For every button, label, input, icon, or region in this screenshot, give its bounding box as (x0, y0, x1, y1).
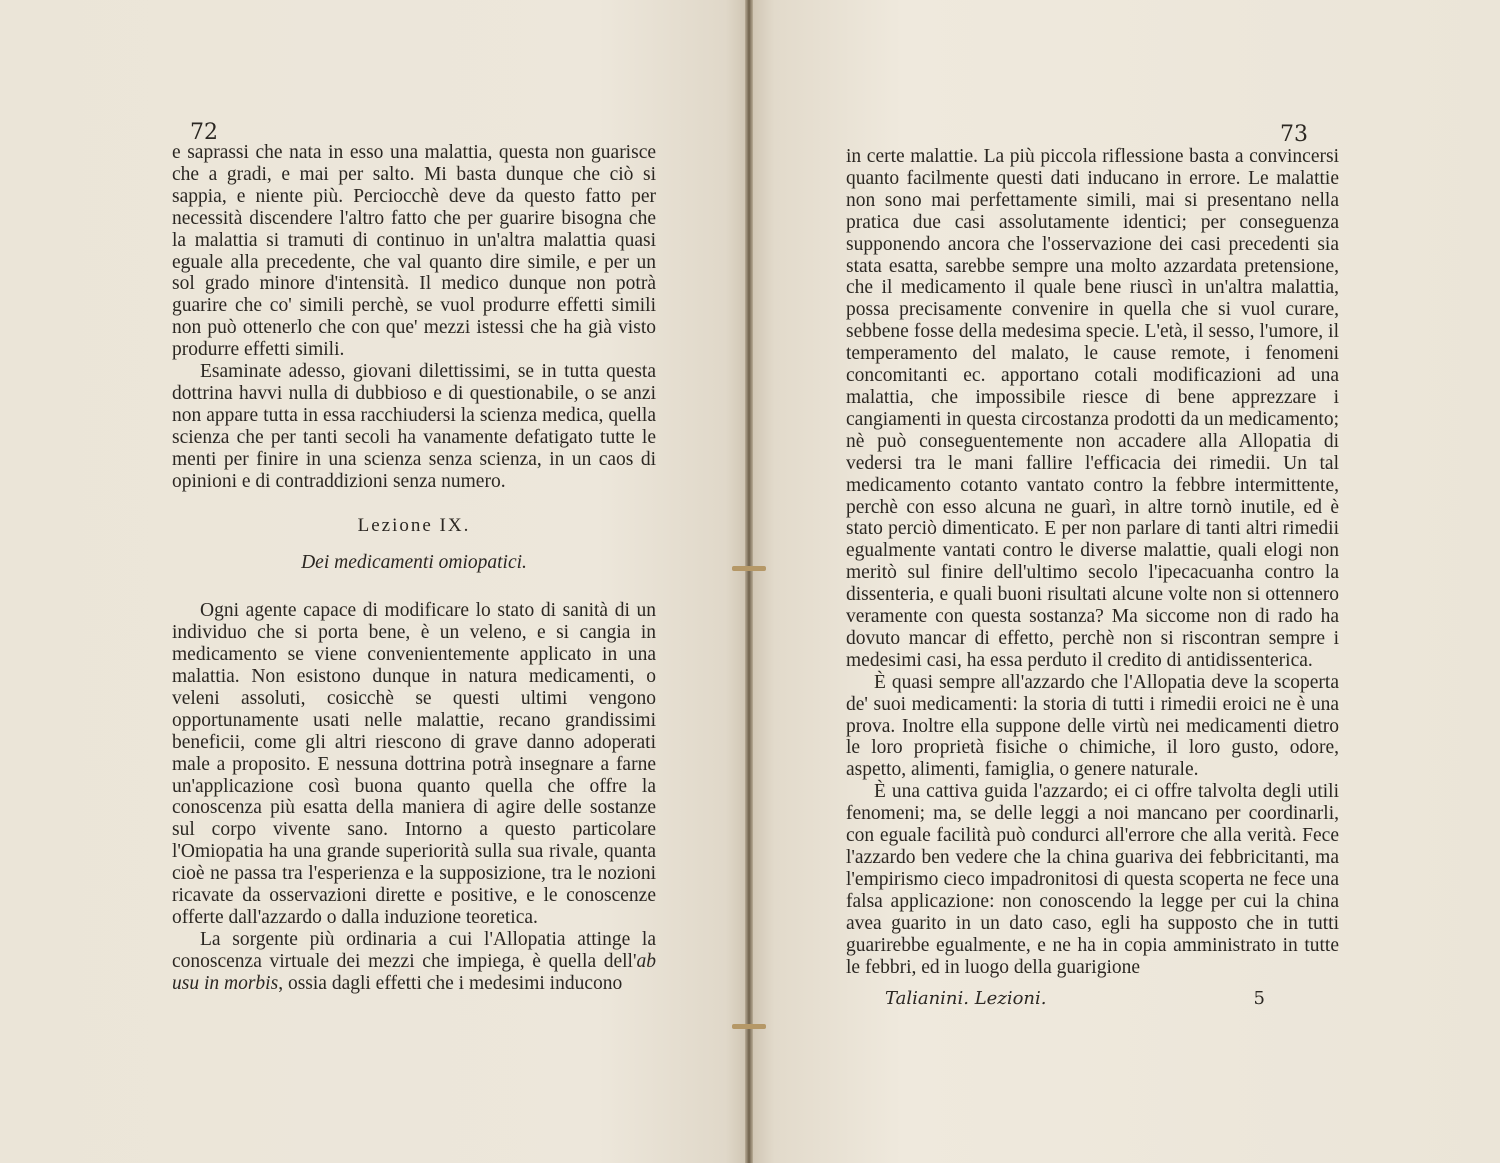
paragraph: È una cattiva guida l'azzardo; ei ci offre talvolta degli utili fenomeni; ma, se delle leggi a noi mancano per coordinarli, con eguale facilità può condurci all'errore che alla verità. Fece l'azzardo ben vedere che la china guariva dei febbricitanti, ma l'empirismo cieco impadronitosi di questa scoperta ne fece una falsa applicazione: non conoscendo la legge per cui la china avea guarito in un dato caso, egli ha supposto che in tutti guarirebbe egualmente, e ne ha in copia amministrato in tutte le febbri, ed in luogo della guarigione (846, 781, 1339, 978)
book-gutter (745, 0, 753, 1163)
page-footer (885, 988, 1265, 1009)
left-page (0, 0, 748, 1163)
signature-mark: 5 (1253, 988, 1265, 1009)
page-number: 72 (190, 120, 218, 145)
paragraph: È quasi sempre all'azzardo che l'Allopatia deve la scoperta de' suoi medicamenti: la storia di tutti i rimedii eroici ne è una prova. Inoltre ella suppone delle virtù nei medicamenti dietro le loro proprietà fisiche o chimiche, il loro gusto, odore, aspetto, alimenti, famiglia, o genere naturale. (846, 671, 1339, 781)
right-text-column (846, 146, 1339, 978)
page-number: 73 (1280, 122, 1308, 147)
right-page (752, 0, 1500, 1163)
paragraph (172, 929, 656, 995)
italic-phrase: ab usu in morbis (172, 950, 656, 994)
left-text-column (172, 142, 656, 995)
paragraph: e saprassi che nata in esso una malattia, questa non guarisce che a gradi, e mai per salto. Mi basta dunque che ciò si sappia, e niente più. Perciocchè deve da questo fatto per necessità discendere l'altro fatto che per guarire bisogna che la malattia si tramuti di continuo in un'altra malattia quasi eguale alla precedente, che val quanto dire simile, e per un sol grado minore d'intensità. Il medico dunque non potrà guarire che co' simili perchè, se vuol produrre effetti simili non può ottenerlo che con que' mezzi istessi che ha già visto produrre effetti simili. (172, 142, 656, 361)
binding-thread (732, 566, 766, 571)
binding-thread (732, 1024, 766, 1029)
paragraph: Esaminate adesso, giovani dilettissimi, se in tutta questa dottrina havvi nulla di dubbioso e di questionabile, o se anzi non appare tutta in essa racchiudersi la scienza medica, quella scienza che per tanti secoli ha vanamente defatigato tutte le menti per finire in una scienza senza scienza, in un caos di opinioni e di contraddizioni senza numero. (172, 361, 656, 492)
lesson-heading: Lezione IX. (357, 514, 471, 536)
text-run: , ossia dagli effetti che i medesimi inducono (278, 972, 623, 994)
paragraph: in certe malattie. La più piccola riflessione basta a convincersi quanto facilmente questi dati inducano in errore. Le malattie non sono mai perfettamente simili, mai si presentano nella pratica due casi assolutamente identici; per conseguenza supponendo ancora che l'osservazione dei casi precedenti sia stata esatta, sarebbe sempre una molto azzardata pretensione, che il medicamento il quale bene riuscì in un'altra malattia, possa precisamente convenire in quella che si vuol curare, sebbene fosse della medesima specie. L'età, il sesso, l'umore, il temperamento del malato, le cause remote, i fenomeni concomitanti ec. apportano cotali modificazioni ad una malattia, che impossibile riesce di bene apprezzare i cangiamenti in questa circostanza prodotti da un medicamento; nè può conseguentemente non accadere alla Allopatia di vedersi tra le mani fallire l'efficacia dei rimedii. Un tal medicamento cotanto vantato contro la febbre intermittente, perchè con esso alcuna ne guarì, in altre tornò inutile, ed è stato perciò dimenticato. E per non parlare di tanti altri rimedii egualmente vantati contro le diverse malattie, quali elogi non meritò sul finire dell'ultimo secolo l'ipecacuanha contro la dissenteria, e quali buoni risultati alcune volte non si ottennero veramente con questa sostanza? Ma siccome non di rado ha dovuto mancar di effetto, perchè non si riscontran sempre i medesimi casi, ha essa perduto il credito di antidissenterica. (846, 146, 1339, 671)
lesson-subtitle: Dei medicamenti omiopatici. (301, 552, 527, 574)
footer-title: Talianini. Lezioni. (885, 988, 1047, 1009)
paragraph: Ogni agente capace di modificare lo stato di sanità di un individuo che si porta bene, è un veleno, e si cangia in medicamento se viene convenientemente applicato in una malattia. Non esistono dunque in natura medicamenti, o veleni assoluti, cosicchè se questi ultimi vengono opportunamente usati nelle malattie, recano grandissimi beneficii, come gli altri riescono di grave danno adoperati male a proposito. E nessuna dottrina potrà insegnare a farne un'applicazione così buona quanto quella che offre la conoscenza più esatta della maniera di agire delle sostanze sul corpo vivente sano. Intorno a questo particolare l'Omiopatia ha una grande superiorità sulla sua rivale, quanta cioè ne passa tra l'esperienza e la supposizione, tra le nozioni ricavate da osservazioni dirette e positive, e le conoscenze offerte dall'azzardo o dalla induzione teoretica. (172, 600, 656, 928)
text-run: La sorgente più ordinaria a cui l'Allopatia attinge la conoscenza virtuale dei mezzi che impiega, è quella dell' (172, 928, 656, 972)
